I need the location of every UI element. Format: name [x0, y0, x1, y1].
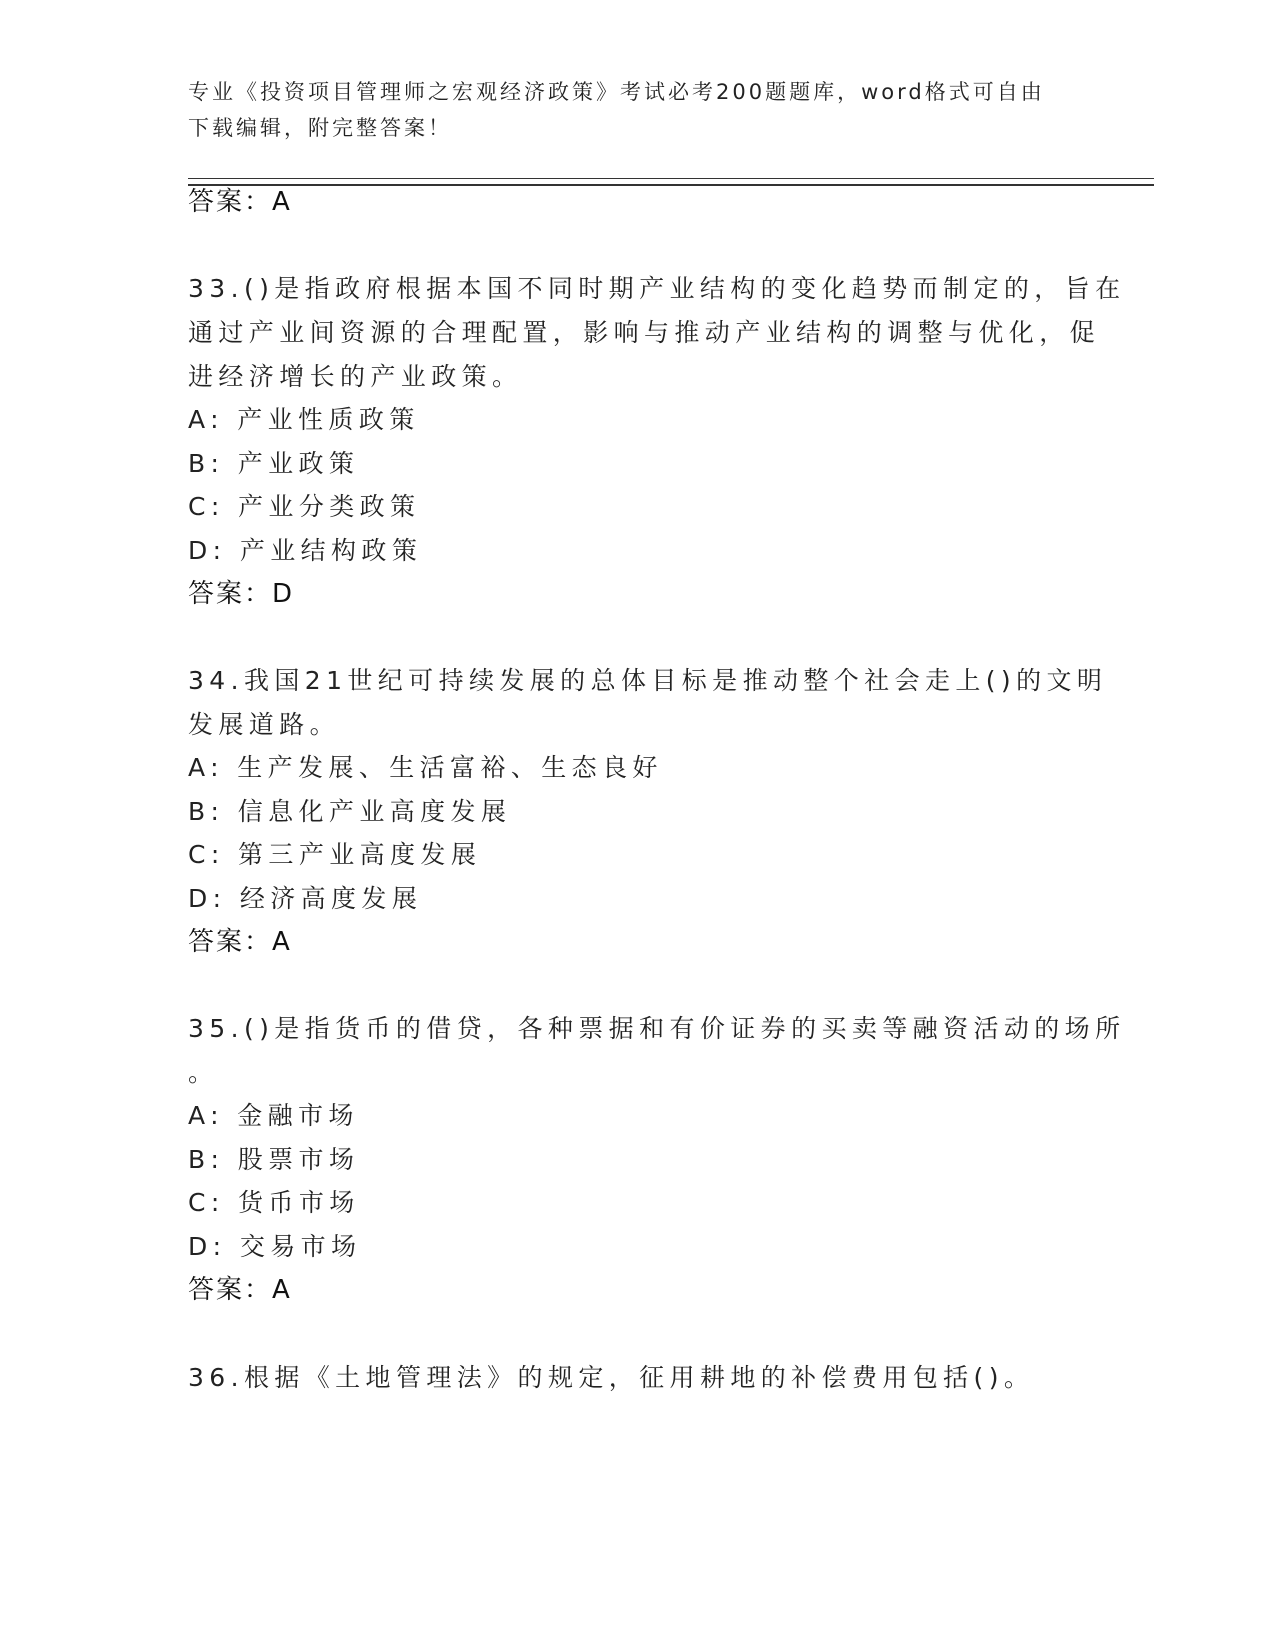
question-35-answer: 答案：A — [188, 1275, 292, 1305]
question-33-line-1: 33.()是指政府根据本国不同时期产业结构的变化趋势而制定的，旨在 — [188, 274, 1126, 303]
question-34-option-c: C: 第三产业高度发展 — [188, 840, 482, 869]
header-rule-thin — [188, 178, 1154, 179]
document-header — [188, 74, 1088, 146]
header-line-2: 下载编辑，附完整答案！ — [188, 116, 452, 140]
question-33-line-2: 通过产业间资源的合理配置，影响与推动产业结构的调整与优化，促 — [188, 318, 1101, 347]
answer-label: 答案：A — [188, 187, 292, 217]
header-rule-thick — [188, 184, 1154, 186]
header-line-1: 专业《投资项目管理师之宏观经济政策》考试必考200题题库，word格式可自由 — [188, 80, 1045, 104]
question-35-option-b: B: 股票市场 — [188, 1145, 360, 1174]
question-34-line-2: 发展道路。 — [188, 710, 341, 739]
question-33-option-c: C: 产业分类政策 — [188, 492, 421, 521]
question-33-option-b: B: 产业政策 — [188, 449, 360, 478]
question-35-option-d: D: 交易市场 — [188, 1232, 362, 1261]
question-34-line-1: 34.我国21世纪可持续发展的总体目标是推动整个社会走上()的文明 — [188, 666, 1108, 695]
question-36-line-1: 36.根据《土地管理法》的规定，征用耕地的补偿费用包括()。 — [188, 1363, 1035, 1392]
question-33-answer: 答案：D — [188, 579, 295, 609]
question-33-line-3: 进经济增长的产业政策。 — [188, 362, 523, 391]
question-34-option-b: B: 信息化产业高度发展 — [188, 797, 512, 826]
question-35-option-a: A: 金融市场 — [188, 1101, 359, 1130]
question-35-line-2: 。 — [188, 1058, 219, 1087]
question-34-option-a: A: 生产发展、生活富裕、生态良好 — [188, 753, 663, 782]
question-35-option-c: C: 货币市场 — [188, 1188, 360, 1217]
question-34-option-d: D: 经济高度发展 — [188, 884, 423, 913]
question-33-option-d: D: 产业结构政策 — [188, 536, 423, 565]
question-34-answer: 答案：A — [188, 927, 292, 957]
question-35-line-1: 35.()是指货币的借贷，各种票据和有价证券的买卖等融资活动的场所 — [188, 1014, 1126, 1043]
question-33-option-a: A: 产业性质政策 — [188, 405, 420, 434]
